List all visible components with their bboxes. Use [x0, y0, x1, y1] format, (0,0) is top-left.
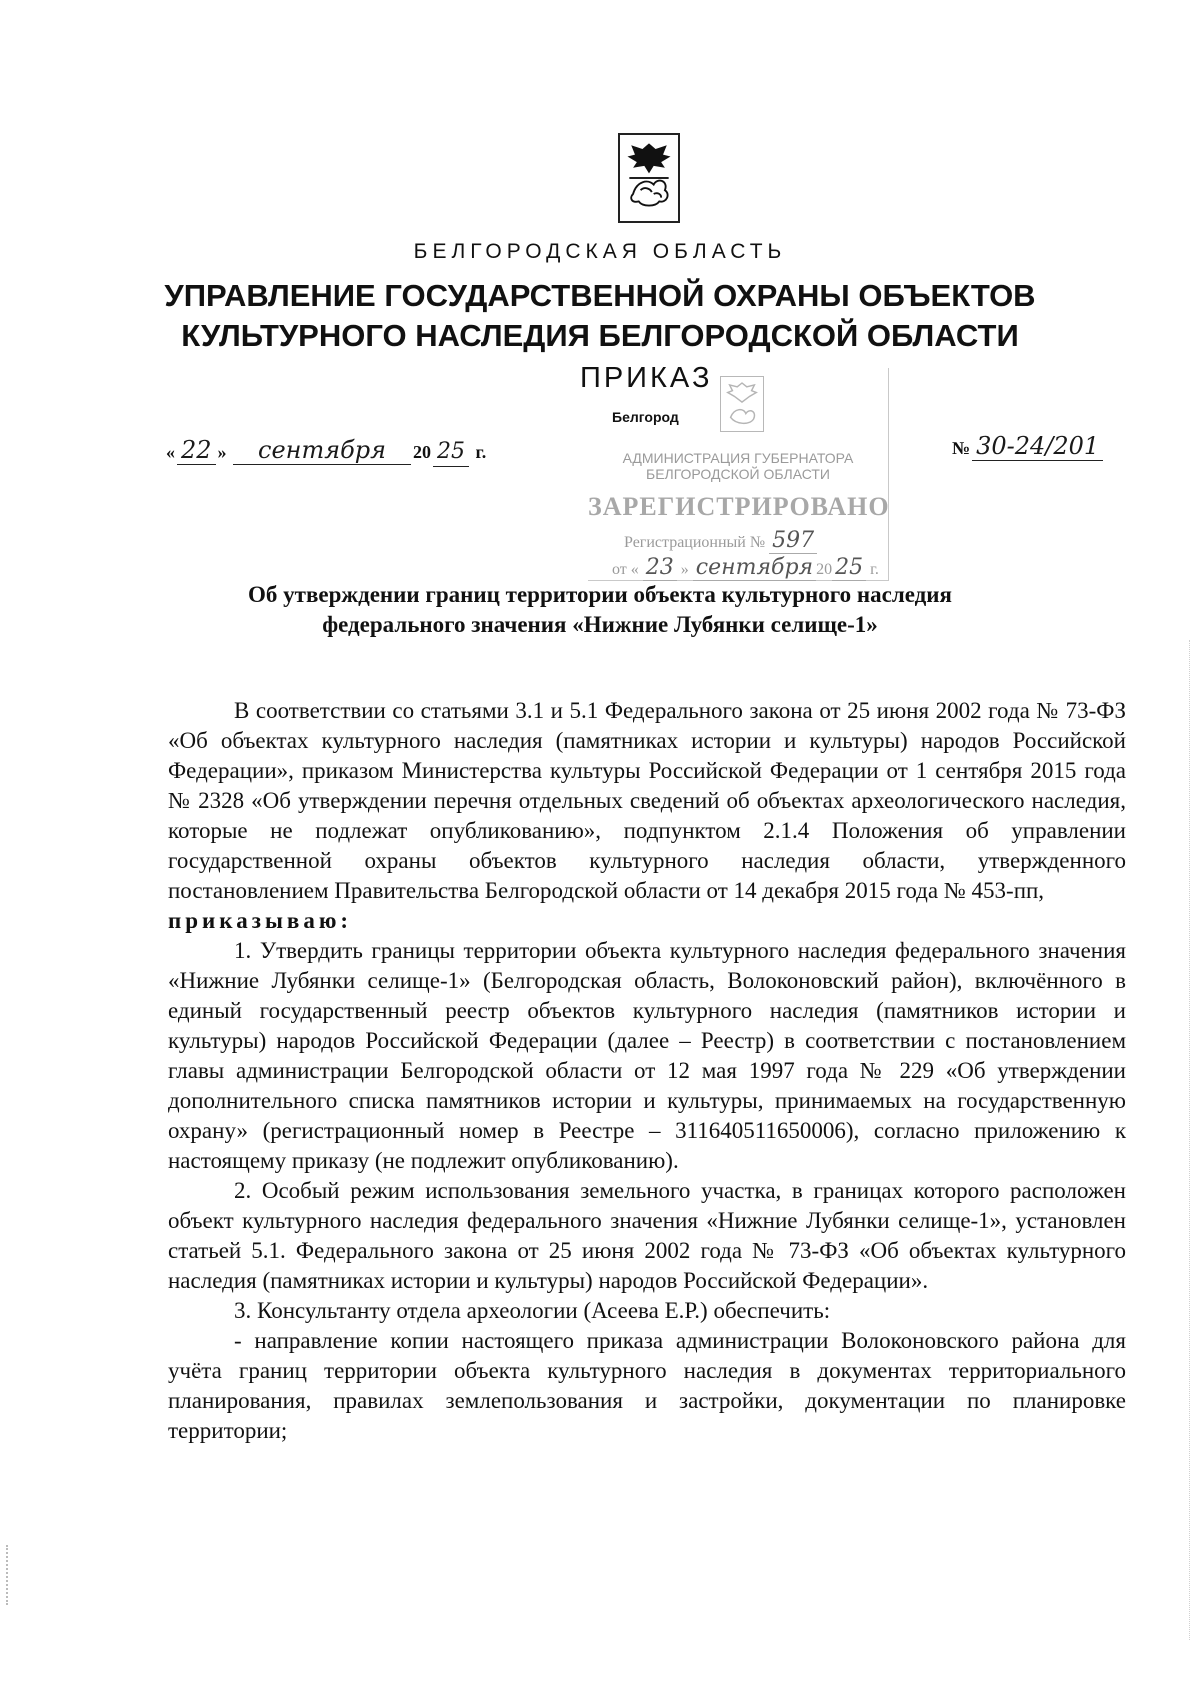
- stamp-registration-date: [612, 555, 879, 580]
- agency-name-line1: УПРАВЛЕНИЕ ГОСУДАРСТВЕННОЙ ОХРАНЫ ОБЪЕКТОВ: [164, 278, 1036, 313]
- date-open-quote: «: [166, 442, 175, 462]
- item-3-1-paragraph: - направление копии настоящего приказа администрации Волоконовского района для учёта границ территории объекта культурного наследия в документах территориального планирования, правилах землепользования и застройки, документации по планировке территории;: [168, 1328, 1126, 1443]
- stamp-date-day: 23: [643, 555, 677, 581]
- document-title-line2: федерального значения «Нижние Лубянки селище-1»: [322, 612, 878, 637]
- region-heading: БЕЛГОРОДСКАЯ ОБЛАСТЬ: [413, 240, 787, 263]
- stamp-reg-label: Регистрационный №: [624, 534, 766, 551]
- document-title: [0, 580, 1200, 640]
- order-word-paragraph: [168, 906, 1126, 936]
- stamp-registration-number: [624, 528, 817, 553]
- stamp-date-prefix: от «: [612, 561, 639, 578]
- item-3-paragraph: 3. Консультанту отдела археологии (Асеева Е.Р.) обеспечить:: [234, 1298, 831, 1323]
- stamp-emblem-icon: [720, 376, 764, 432]
- stamp-authority: [588, 450, 888, 482]
- stamp-authority-line1: АДМИНИСТРАЦИЯ ГУБЕРНАТОРА: [622, 450, 854, 466]
- stamp-date-year-prefix: 20: [816, 561, 833, 578]
- stamp-date-month: сентября: [693, 555, 816, 581]
- city-label: Белгород: [612, 409, 679, 425]
- document-title-line1: Об утверждении границ территории объекта культурного наследия: [248, 582, 952, 607]
- document-body: [168, 696, 1126, 1446]
- stamp-authority-line2: БЕЛГОРОДСКОЙ ОБЛАСТИ: [646, 466, 830, 482]
- scan-margin-marks: [6, 1545, 28, 1605]
- stamp-date-close: »: [680, 561, 689, 578]
- coat-of-arms-emblem: [618, 133, 680, 223]
- agency-name: [0, 276, 1200, 356]
- date-day: 22: [177, 436, 216, 465]
- date-year-mark: г.: [475, 442, 487, 462]
- document-type: ПРИКАЗ: [580, 362, 713, 394]
- order-number: [952, 432, 1105, 460]
- stamp-registered-label: ЗАРЕГИСТРИРОВАНО: [588, 492, 890, 521]
- order-number-label: №: [952, 438, 971, 458]
- stamp-date-year-suffix: 25: [832, 555, 866, 581]
- date-year-prefix: 20: [413, 442, 432, 462]
- agency-name-line2: КУЛЬТУРНОГО НАСЛЕДИЯ БЕЛГОРОДСКОЙ ОБЛАСТИ: [181, 318, 1019, 353]
- date-year-suffix: 25: [433, 438, 469, 467]
- preamble-paragraph: В соответствии со статьями 3.1 и 5.1 Федерального закона от 25 июня 2002 года № 73-ФЗ «Об объектах культурного наследия (памятниках истории и культуры) народов Российской Федерации», приказом Министерства культуры Российской Федерации от 1 сентября 2015 года № 2328 «Об утверждении перечня отдельных сведений об объектах археологического наследия, которые не подлежат опубликованию», подпунктом 2.1.4 Положения об управлении государственной охраны объектов культурного наследия области, утвержденного постановлением Правительства Белгородской области от 14 декабря 2015 года № 453-пп,: [168, 698, 1126, 903]
- date-close-quote: »: [217, 442, 227, 462]
- date-month: сентября: [233, 436, 411, 465]
- coat-of-arms-icon: [620, 135, 678, 221]
- order-word: приказываю:: [168, 908, 353, 933]
- scan-edge-rule: [1188, 640, 1190, 1640]
- item-1-paragraph: 1. Утвердить границы территории объекта культурного наследия федерального значения «Нижние Лубянки селище-1» (Белгородская область, Волоконовский район), включённого в единый государственный реестр объектов культурного наследия (памятников истории и культуры) народов Российской Федерации (далее – Реестр) в соответствии с постановлением главы администрации Белгородской области от 12 мая 1997 года № 229 «Об утверждении дополнительного списка памятников истории и культуры, принимаемых на государственную охрану» (регистрационный номер в Реестре – 311640511650006), согласно приложению к настоящему приказу (не подлежит опубликованию).: [168, 938, 1126, 1173]
- registration-stamp: [588, 368, 889, 581]
- stamp-reg-number-value: 597: [769, 528, 817, 554]
- order-number-value: 30-24/201: [972, 432, 1103, 461]
- item-2-paragraph: 2. Особый режим использования земельного участка, в границах которого расположен объект культурного наследия федерального значения «Нижние Лубянки селище-1», установлен статьей 5.1. Федерального закона от 25 июня 2002 года № 73-ФЗ «Об объектах культурного наследия (памятниках истории и культуры) народов Российской Федерации».: [168, 1178, 1126, 1293]
- stamp-date-year-mark: г.: [870, 561, 879, 578]
- order-date: [166, 436, 486, 472]
